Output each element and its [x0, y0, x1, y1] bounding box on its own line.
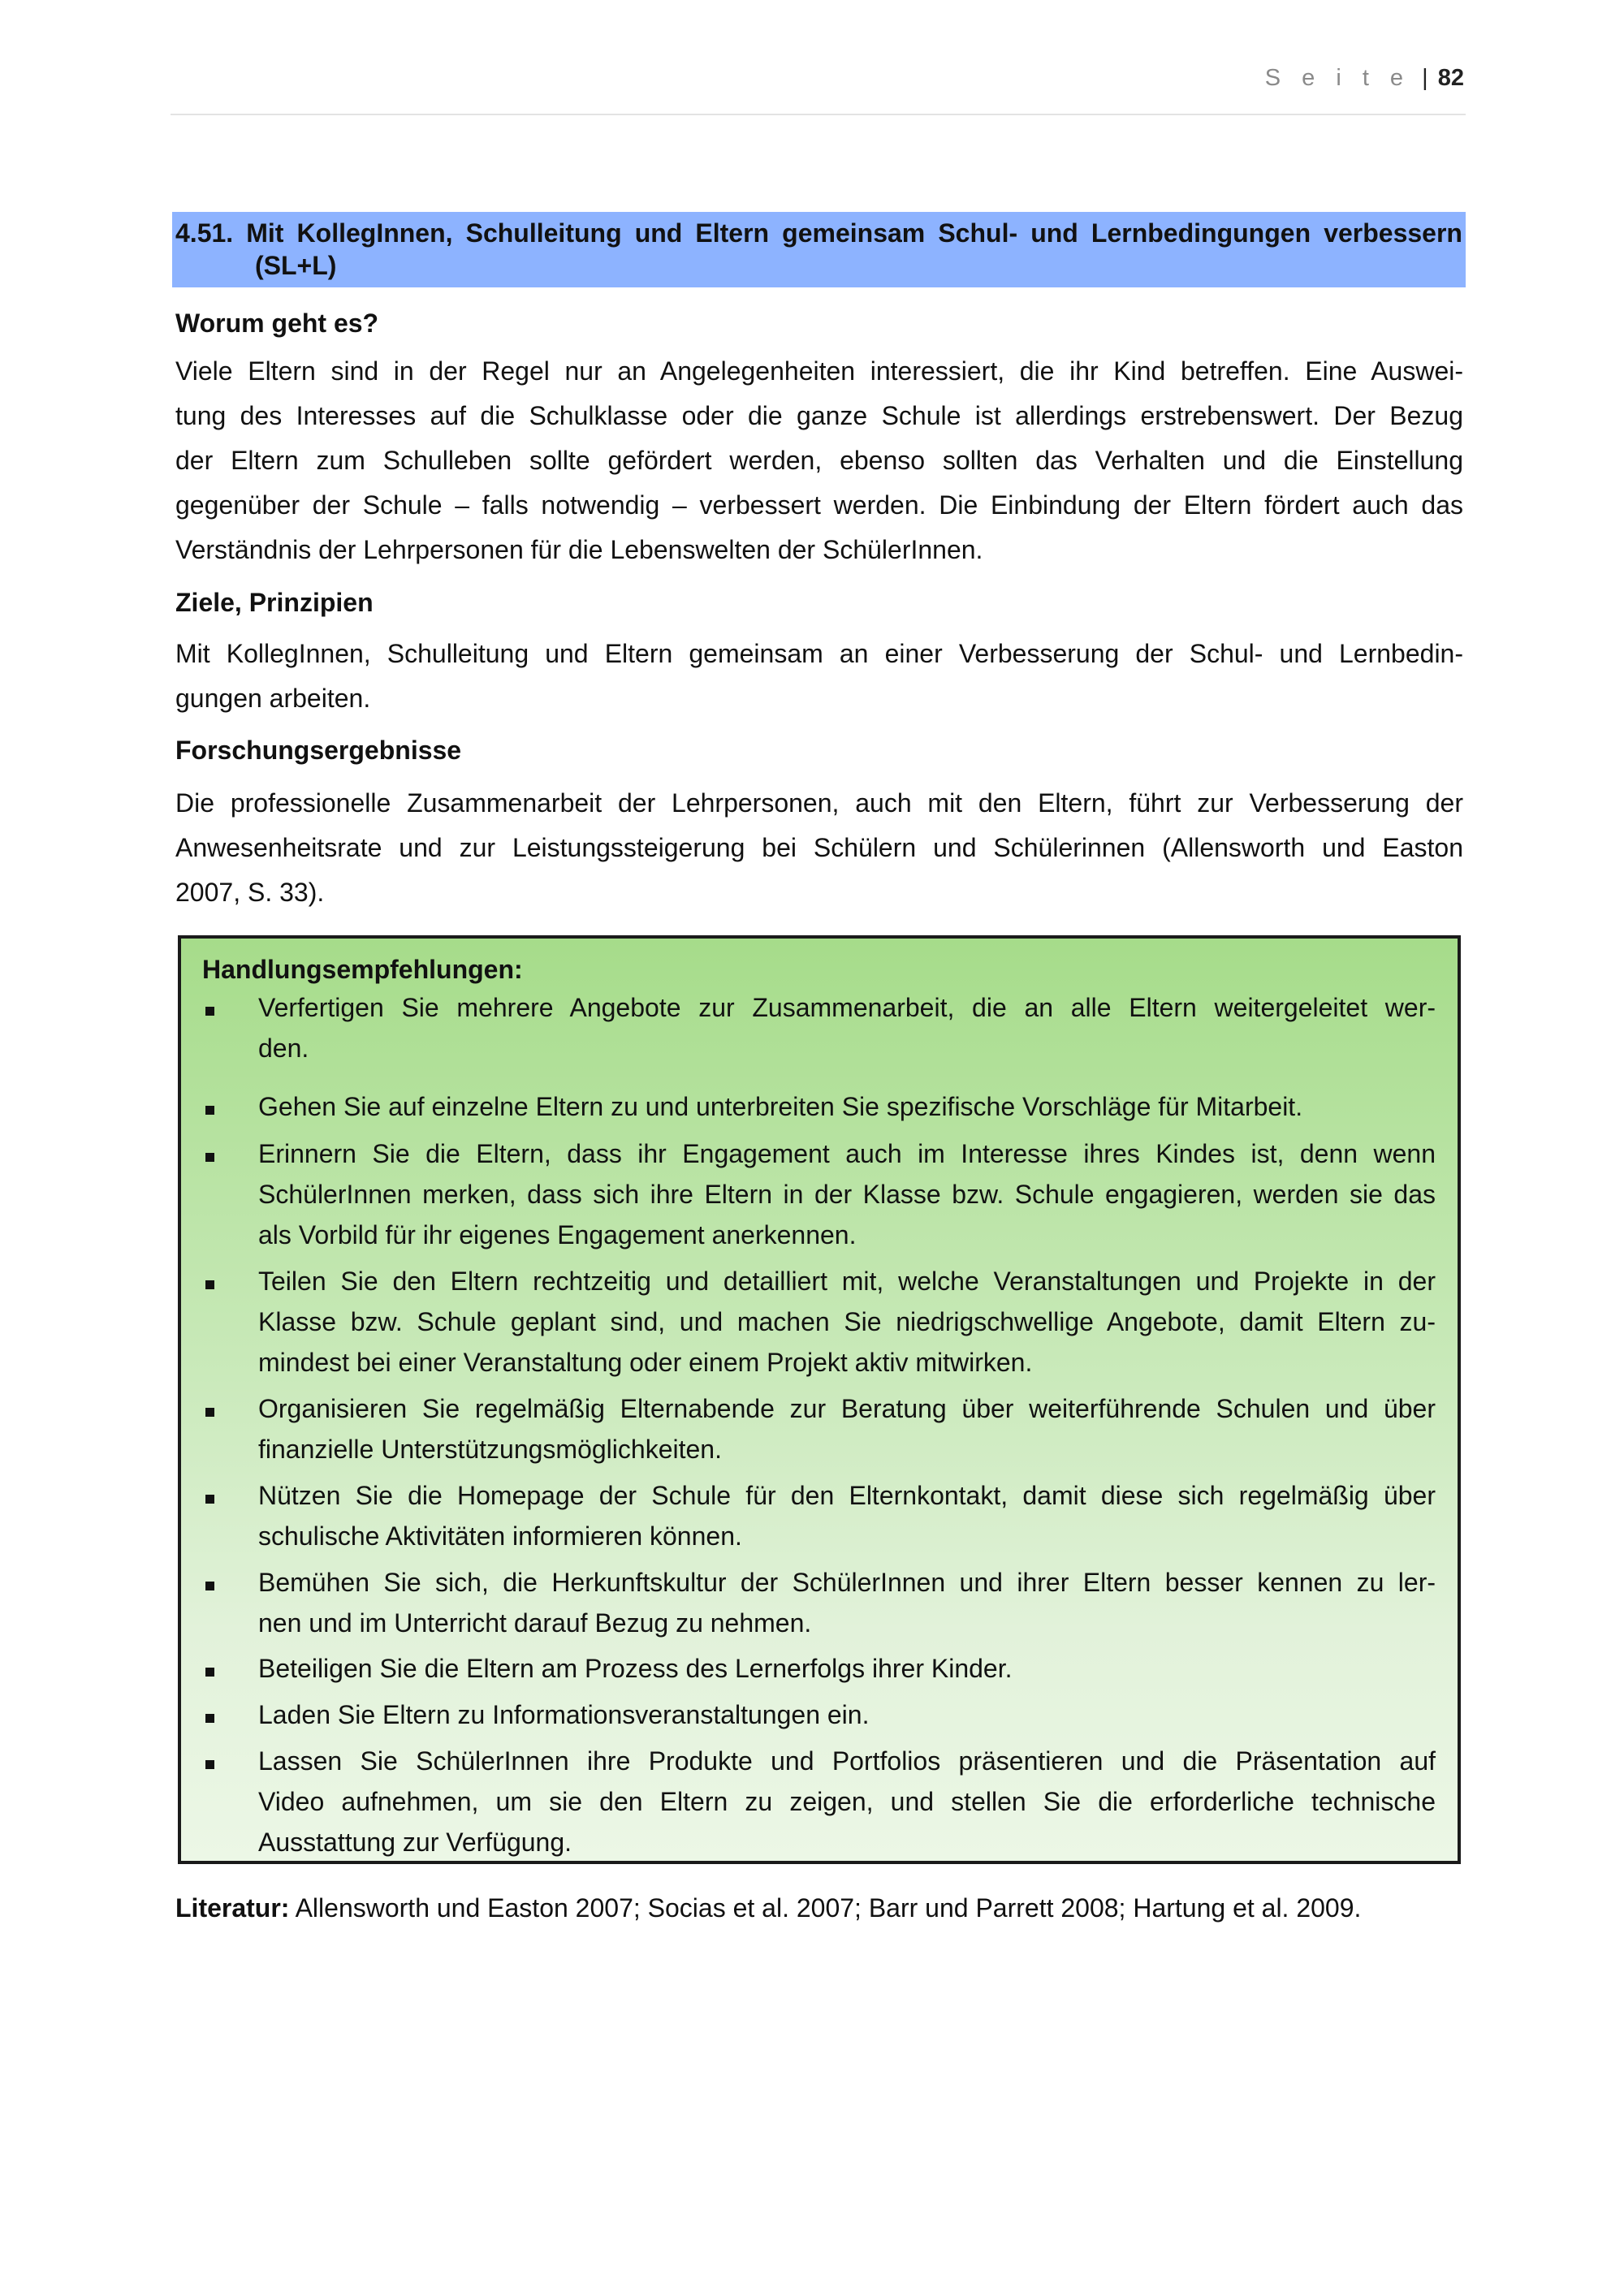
page-number	[1265, 63, 1464, 93]
text-line: Bemühen Sie sich, die Herkunftskultur der SchülerInnen und ihrer Eltern besser kennen zu ler-	[258, 1568, 1436, 1597]
page-label: S e i t e	[1264, 65, 1411, 91]
recommendations-title: Handlungsempfehlungen:	[202, 955, 523, 984]
paragraph-worum	[175, 349, 1463, 572]
section-heading-line	[175, 217, 1462, 249]
text-line: Klasse bzw. Schule geplant sind, und machen Sie niedrigschwellige Angebote, damit Eltern zu-	[258, 1307, 1436, 1336]
square-bullet-icon	[205, 1495, 214, 1504]
text-line: Ausstattung zur Verfügung.	[258, 1828, 572, 1857]
text-line: schulische Aktivitäten informieren können.	[258, 1521, 742, 1551]
page-number-value: 82	[1437, 65, 1464, 91]
text-line: Beteiligen Sie die Eltern am Prozess des Lernerfolgs ihrer Kinder.	[258, 1654, 1013, 1683]
literature-text: Allensworth und Easton 2007; Socias et al. 2007; Barr und Parrett 2008; Hartung et al. 2009.	[295, 1893, 1362, 1923]
text-line: als Vorbild für ihr eigenes Engagement anerkennen.	[258, 1220, 857, 1249]
title-word: Lernbedingungen	[1091, 218, 1311, 248]
heading-forschung: Forschungsergebnisse	[175, 736, 462, 765]
text-line: 2007, S. 33).	[175, 878, 325, 907]
title-word: Schulleitung	[465, 218, 622, 248]
text-line: Gehen Sie auf einzelne Eltern zu und unterbreiten Sie spezifische Vorschläge für Mitarbeit.	[258, 1092, 1303, 1121]
text-line: gungen arbeiten.	[175, 684, 371, 713]
paragraph-ziele	[175, 632, 1463, 721]
title-word: gemeinsam	[782, 218, 926, 248]
heading-ziele: Ziele, Prinzipien	[175, 588, 374, 617]
square-bullet-icon	[205, 1714, 214, 1723]
text-line: SchülerInnen merken, dass sich ihre Eltern in der Klasse bzw. Schule engagieren, werden sie das	[258, 1180, 1436, 1209]
text-line: nen und im Unterricht darauf Bezug zu nehmen.	[258, 1608, 812, 1638]
text-line: Video aufnehmen, um sie den Eltern zu zeigen, und stellen Sie die erforderliche technische	[258, 1787, 1436, 1816]
square-bullet-icon	[205, 1408, 214, 1417]
text-line: Viele Eltern sind in der Regel nur an Angelegenheiten interessiert, die ihr Kind betreffen. Eine Auswei-	[175, 356, 1463, 386]
text-line: der Eltern zum Schulleben sollte gefördert werden, ebenso sollten das Verhalten und die Einstellung	[175, 446, 1463, 475]
text-line: tung des Interesses auf die Schulklasse oder die ganze Schule ist allerdings erstrebenswert. Der Bezug	[175, 401, 1463, 430]
section-number: 4.51.	[175, 218, 234, 248]
square-bullet-icon	[205, 1106, 214, 1115]
literature-label: Literatur:	[175, 1893, 290, 1923]
paragraph-forschung	[175, 781, 1463, 915]
heading-worum: Worum geht es?	[175, 309, 379, 338]
title-word: Mit	[246, 218, 284, 248]
title-word: Schul-	[938, 218, 1018, 248]
text-line: Mit KollegInnen, Schulleitung und Eltern gemeinsam an einer Verbesserung der Schul- und Lernbedin-	[175, 639, 1463, 668]
square-bullet-icon	[205, 1153, 214, 1162]
text-line: Die professionelle Zusammenarbeit der Lehrpersonen, auch mit den Eltern, führt zur Verbesserung der	[175, 788, 1463, 818]
square-bullet-icon	[205, 1582, 214, 1590]
section-heading-continuation: (SL+L)	[255, 251, 337, 280]
text-line: Anwesenheitsrate und zur Leistungssteigerung bei Schülern und Schülerinnen (Allensworth und Easton	[175, 833, 1463, 862]
title-word: und	[634, 218, 683, 248]
title-word: und	[1030, 218, 1078, 248]
literature	[175, 1892, 1361, 1924]
square-bullet-icon	[205, 1007, 214, 1016]
text-line: Verfertigen Sie mehrere Angebote zur Zusammenarbeit, die an alle Eltern weitergeleitet wer-	[258, 993, 1436, 1022]
title-word: Eltern	[695, 218, 770, 248]
square-bullet-icon	[205, 1760, 214, 1769]
text-line: Erinnern Sie die Eltern, dass ihr Engagement auch im Interesse ihres Kindes ist, denn wenn	[258, 1139, 1436, 1168]
title-word: verbessern	[1324, 218, 1462, 248]
text-line: Organisieren Sie regelmäßig Elternabende zur Beratung über weiterführende Schulen und über	[258, 1394, 1436, 1423]
text-line: Laden Sie Eltern zu Informationsveranstaltungen ein.	[258, 1700, 870, 1729]
text-line: Verständnis der Lehrpersonen für die Lebenswelten der SchülerInnen.	[175, 535, 983, 564]
text-line: Lassen Sie SchülerInnen ihre Produkte und Portfolios präsentieren und die Präsentation auf	[258, 1746, 1436, 1776]
text-line: mindest bei einer Veranstaltung oder einem Projekt aktiv mitwirken.	[258, 1348, 1033, 1377]
text-line: Teilen Sie den Eltern rechtzeitig und detailliert mit, welche Veranstaltungen und Projekte in der	[258, 1267, 1436, 1296]
square-bullet-icon	[205, 1668, 214, 1677]
text-line: gegenüber der Schule – falls notwendig – verbessert werden. Die Einbindung der Eltern fördert auch das	[175, 490, 1463, 520]
section-heading	[172, 212, 1466, 287]
title-word: KollegInnen,	[296, 218, 453, 248]
text-line: finanzielle Unterstützungsmöglichkeiten.	[258, 1435, 722, 1464]
text-line: Nützen Sie die Homepage der Schule für den Elternkontakt, damit diese sich regelmäßig über	[258, 1481, 1436, 1510]
recommendations-box	[178, 935, 1461, 1864]
page-header	[171, 63, 1466, 115]
square-bullet-icon	[205, 1280, 214, 1289]
text-line: den.	[258, 1034, 309, 1063]
page-separator: |	[1422, 65, 1428, 91]
